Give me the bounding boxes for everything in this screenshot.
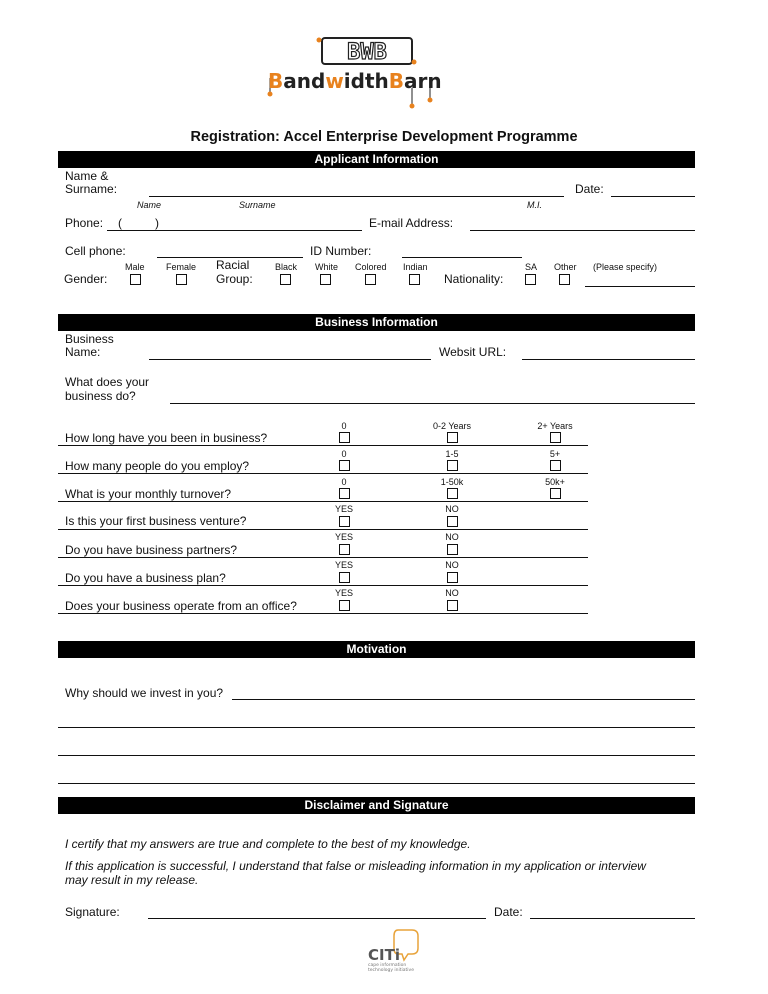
citi-logo: [364, 924, 424, 974]
race-indian-checkbox[interactable]: [409, 274, 420, 285]
question-2-text: How many people do you employ?: [65, 459, 250, 473]
signature-date-field[interactable]: [530, 918, 695, 919]
citi-logo-tagline-2: technology initiative: [368, 968, 414, 973]
logo-part-4: idth: [343, 69, 389, 93]
question-5-option-2-label: NO: [445, 532, 459, 542]
question-4-text: Is this your first business venture?: [65, 514, 247, 528]
logo-part-2: and: [283, 69, 326, 93]
cell-phone-label: Cell phone:: [65, 244, 126, 258]
question-1-option-3-label: 2+ Years: [537, 421, 573, 431]
question-6-option-1-label: YES: [334, 560, 353, 570]
racial-label-2: Group:: [216, 272, 253, 286]
section-header-disclaimer: Disclaimer and Signature: [58, 797, 695, 814]
name-label-1: Name &: [65, 169, 109, 183]
question-1-text: How long have you been in business?: [65, 431, 268, 445]
question-7-option-2-label: NO: [445, 588, 459, 598]
motivation-answer-line-4[interactable]: [58, 783, 695, 784]
what-business-label-2: business do?: [65, 389, 136, 403]
question-6-option-2-checkbox[interactable]: [447, 572, 458, 583]
logo-part-6: arn: [404, 69, 442, 93]
nationality-option-sa: SA: [525, 262, 538, 272]
race-colored-checkbox[interactable]: [365, 274, 376, 285]
question-2-option-1-checkbox[interactable]: [339, 460, 350, 471]
phone-label: Phone:: [65, 216, 104, 230]
question-2-option-2-label: 1-5: [445, 449, 459, 459]
section-header-motivation: Motivation: [58, 641, 695, 658]
logo-part-5: B: [388, 69, 405, 93]
question-2-option-1-label: 0: [341, 449, 347, 459]
question-2-option-3-checkbox[interactable]: [550, 460, 561, 471]
signature-label: Signature:: [65, 905, 120, 919]
phone-field[interactable]: [107, 230, 362, 231]
phone-open-paren: (: [118, 216, 122, 230]
id-number-label: ID Number:: [310, 244, 372, 258]
website-url-field[interactable]: [522, 359, 695, 360]
question-3-option-3-label: 50k+: [545, 477, 565, 487]
gender-option-female: Female: [166, 262, 197, 272]
question-1-option-1-checkbox[interactable]: [339, 432, 350, 443]
question-7-divider: [58, 613, 588, 614]
sub-label-name: Name: [137, 200, 162, 210]
question-6-option-1-checkbox[interactable]: [339, 572, 350, 583]
question-5-text: Do you have business partners?: [65, 543, 238, 557]
question-3-divider: [58, 501, 588, 502]
page-title: Registration: Accel Enterprise Development Programme: [190, 129, 578, 145]
nationality-option-other: Other: [554, 262, 577, 272]
business-name-field[interactable]: [149, 359, 431, 360]
section-header-applicant: Applicant Information: [58, 151, 695, 168]
question-1-option-3-checkbox[interactable]: [550, 432, 561, 443]
question-6-text: Do you have a business plan?: [65, 571, 226, 585]
gender-female-checkbox[interactable]: [176, 274, 187, 285]
bandwidth-barn-logo: [262, 30, 498, 110]
signature-field[interactable]: [148, 918, 486, 919]
question-4-option-1-label: YES: [334, 504, 353, 514]
date-field[interactable]: [611, 196, 695, 197]
name-label-2: Surname:: [65, 182, 118, 196]
disclaimer-line-1: I certify that my answers are true and complete to the best of my knowledge.: [65, 837, 471, 851]
what-business-field[interactable]: [170, 403, 695, 404]
nationality-specify-field[interactable]: [585, 286, 695, 287]
please-specify-label: (Please specify): [593, 262, 658, 272]
question-3-option-3-checkbox[interactable]: [550, 488, 561, 499]
logo-part-3: w: [325, 69, 344, 93]
gender-male-checkbox[interactable]: [130, 274, 141, 285]
race-option-black: Black: [275, 262, 298, 272]
business-name-label-1: Business: [65, 332, 114, 346]
question-3-option-2-checkbox[interactable]: [447, 488, 458, 499]
question-1-divider: [58, 445, 588, 446]
svg-text:BandwidthBarn: [268, 69, 442, 93]
question-2-option-3-label: 5+: [549, 449, 561, 459]
sub-label-mi: M.I.: [527, 200, 542, 210]
question-4-divider: [58, 529, 588, 530]
logo-graphic: [262, 30, 498, 110]
race-option-white: White: [315, 262, 339, 272]
business-name-label-2: Name:: [65, 345, 101, 359]
name-field[interactable]: [149, 196, 564, 197]
what-business-label-1: What does your: [65, 375, 150, 389]
citi-logo-name: CITi: [368, 946, 400, 964]
email-field[interactable]: [470, 230, 695, 231]
question-2-option-2-checkbox[interactable]: [447, 460, 458, 471]
citi-logo-tagline-1: cape information: [368, 963, 407, 968]
question-7-option-1-checkbox[interactable]: [339, 600, 350, 611]
nationality-label: Nationality:: [444, 272, 504, 286]
question-3-option-1-checkbox[interactable]: [339, 488, 350, 499]
email-label: E-mail Address:: [369, 216, 454, 230]
question-1-option-2-checkbox[interactable]: [447, 432, 458, 443]
question-6-option-2-label: NO: [445, 560, 459, 570]
question-5-option-1-label: YES: [334, 532, 353, 542]
website-url-label: Websit URL:: [439, 345, 507, 359]
motivation-answer-line-3[interactable]: [58, 755, 695, 756]
nationality-sa-checkbox[interactable]: [525, 274, 536, 285]
question-3-option-2-label: 1-50k: [440, 477, 464, 487]
nationality-other-checkbox[interactable]: [559, 274, 570, 285]
race-white-checkbox[interactable]: [320, 274, 331, 285]
question-3-option-1-label: 0: [341, 477, 347, 487]
question-4-option-2-label: NO: [445, 504, 459, 514]
disclaimer-line-2a: If this application is successful, I understand that false or misleading information in my application or interview: [65, 859, 646, 873]
question-2-divider: [58, 473, 588, 474]
question-5-option-1-checkbox[interactable]: [339, 544, 350, 555]
section-header-business: Business Information: [58, 314, 695, 331]
motivation-answer-line-2[interactable]: [58, 727, 695, 728]
question-4-option-2-checkbox[interactable]: [447, 516, 458, 527]
question-3-text: What is your monthly turnover?: [65, 487, 232, 501]
logo-part-1: B: [268, 69, 284, 93]
gender-option-male: Male: [125, 262, 145, 272]
phone-close-paren: ): [155, 216, 159, 230]
question-7-option-1-label: YES: [334, 588, 353, 598]
motivation-question: Why should we invest in you?: [65, 686, 224, 700]
racial-label-1: Racial: [216, 258, 250, 272]
question-7-option-2-checkbox[interactable]: [447, 600, 458, 611]
race-option-indian: Indian: [403, 262, 428, 272]
gender-label: Gender:: [64, 272, 108, 286]
question-1-option-1-label: 0: [341, 421, 347, 431]
race-black-checkbox[interactable]: [280, 274, 291, 285]
question-6-divider: [58, 585, 588, 586]
question-7-text: Does your business operate from an office?: [65, 599, 297, 613]
sub-label-surname: Surname: [239, 200, 276, 210]
id-number-field[interactable]: [402, 257, 522, 258]
citi-logo-graphic: [364, 924, 424, 974]
question-5-option-2-checkbox[interactable]: [447, 544, 458, 555]
signature-date-label: Date:: [494, 905, 523, 919]
logo-monogram: BWB: [347, 40, 387, 65]
question-1-option-2-label: 0-2 Years: [432, 421, 472, 431]
date-label: Date:: [575, 182, 604, 196]
race-option-colored: Colored: [355, 262, 387, 272]
question-4-option-1-checkbox[interactable]: [339, 516, 350, 527]
motivation-answer-line-1[interactable]: [232, 699, 695, 700]
disclaimer-line-2b: may result in my release.: [65, 873, 199, 887]
question-5-divider: [58, 557, 588, 558]
